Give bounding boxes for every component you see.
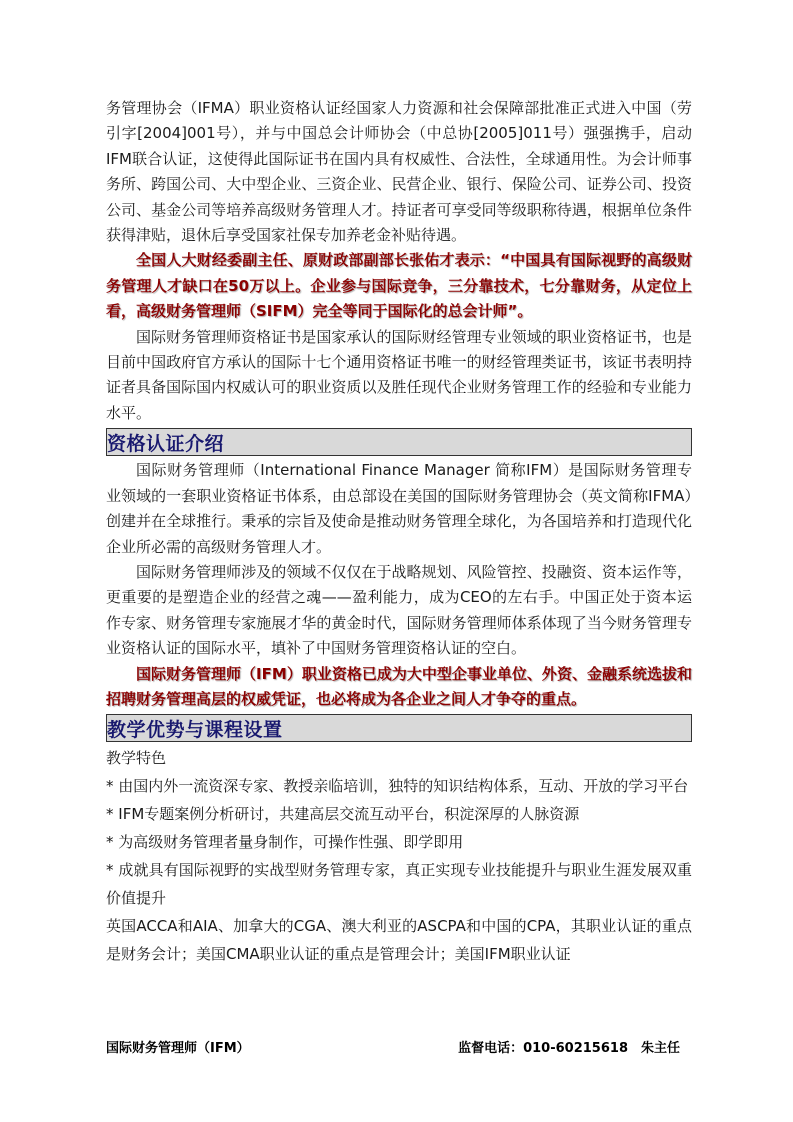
- list-item: * IFM专题案例分析研讨，共建高层交流互动平台，积淀深厚的人脉资源: [106, 805, 580, 824]
- section-header-teaching: [106, 714, 692, 742]
- closing-paragraph: 英国ACCA和AIA、加拿大的CGA、澳大利亚的ASCPA和中国的CPA，其职业认证的重点是财务会计；美国CMA职业认证的重点是管理会计；美国IFM职业认证: [106, 917, 692, 964]
- footer-title: 国际财务管理师（IFM）: [106, 1041, 250, 1056]
- footer-contact: 监督电话：010-60215618 朱主任: [458, 1041, 680, 1056]
- intro-paragraph-1: 务管理协会（IFMA）职业资格认证经国家人力资源和社会保障部批准正式进入中国（劳引字[2004]001号），并与中国总会计师协会（中总协[2005]011号）强强携手，启动IFM联合认证，这使得此国际证书在国内具有权威性、合法性，全球通用性。为会计师事务所、跨国公司、大中型企业、三资企业、民营企业、银行、保险公司、证券公司、投资公司、基金公司等培养高级财务管理人才。持证者可享受同等级职称待遇，根据单位条件获得津贴，退休后享受国家社保专加养老金补贴待遇。: [106, 99, 692, 245]
- section-title: 资格认证介绍: [107, 432, 225, 455]
- section1-emphasis: 国际财务管理师（IFM）职业资格已成为大中型企事业单位、外资、金融系统选拔和招聘财务管理高层的权威凭证，也必将成为各企业之间人才争夺的重点。: [106, 664, 692, 708]
- document-body: [106, 96, 692, 968]
- section1-paragraph-2: 国际财务管理师涉及的领域不仅仅在于战略规划、风险管控、投融资、资本运作等，更重要的是塑造企业的经营之魂——盈利能力，成为CEO的左右手。中国正处于资本运作专家、财务管理专家施展才华的黄金时代，国际财务管理师体系体现了当今财务管理专业资格认证的国际水平，填补了中国财务管理资格认证的空白。: [106, 562, 692, 658]
- section-header-qualification: [106, 428, 692, 456]
- list-item: * 为高级财务管理者量身制作，可操作性强、即学即用: [106, 833, 464, 852]
- section1-paragraph-1: 国际财务管理师（International Finance Manager 简称IFM）是国际财务管理专业领域的一套职业资格证书体系，由总部设在美国的国际财务管理协会（英文简称IFMA）创建并在全球推行。秉承的宗旨及使命是推动财务管理全球化，为各国培养和打造现代化企业所必需的高级财务管理人才。: [106, 461, 692, 556]
- teaching-subtitle: 教学特色: [106, 749, 167, 768]
- page-footer: [106, 1037, 680, 1056]
- intro-quote: 全国人大财经委副主任、原财政部副部长张佑才表示：“中国具有国际视野的高级财务管理人才缺口在50万以上。企业参与国际竞争，三分靠技术，七分靠财务，从定位上看，高级财务管理师（SIFM）完全等同于国际化的总会计师”。: [106, 251, 692, 321]
- intro-paragraph-2: 国际财务管理师资格证书是国家承认的国际财经管理专业领域的职业资格证书，也是目前中国政府官方承认的国际十七个通用资格证书唯一的财经管理类证书，该证书表明持证者具备国际国内权威认可的职业资质以及胜任现代企业财务管理工作的经验和专业能力水平。: [106, 327, 692, 422]
- list-item: * 由国内外一流资深专家、教授亲临培训，独特的知识结构体系，互动、开放的学习平台: [106, 777, 689, 796]
- section-title: 教学优势与课程设置: [107, 718, 283, 741]
- teaching-features: [106, 744, 692, 968]
- list-item: * 成就具有国际视野的实战型财务管理专家，真正实现专业技能提升与职业生涯发展双重价值提升: [106, 861, 692, 908]
